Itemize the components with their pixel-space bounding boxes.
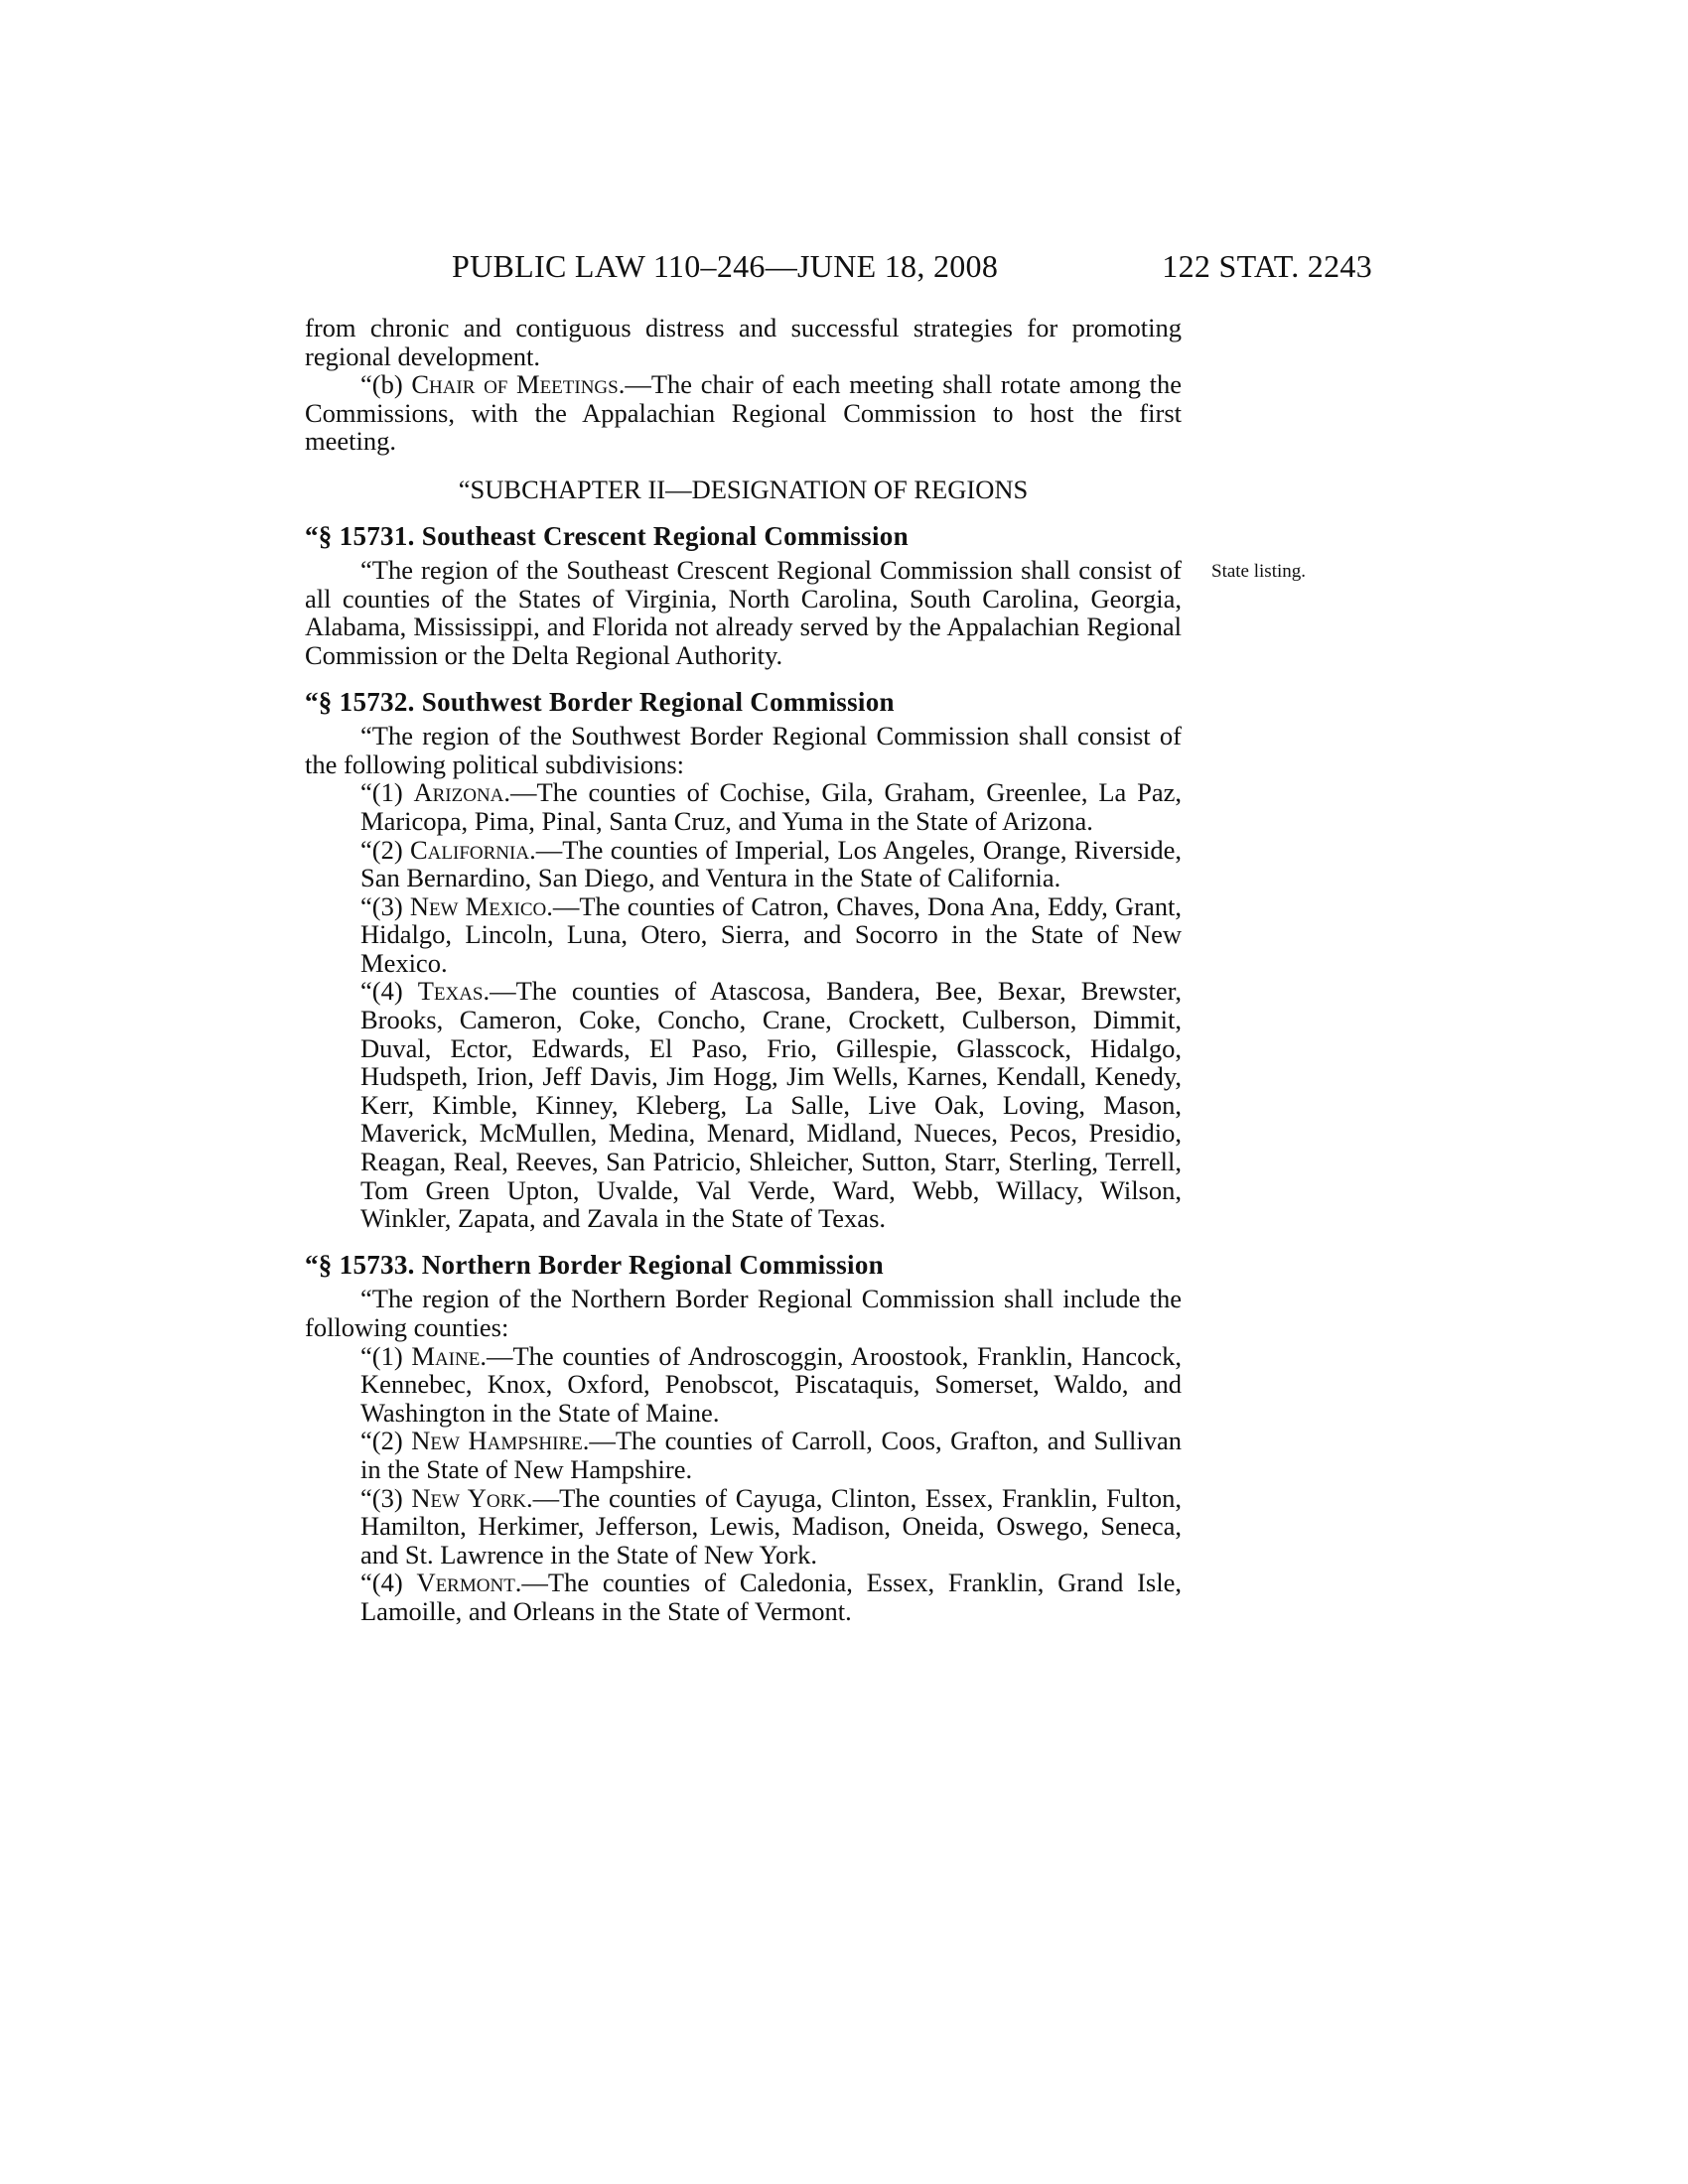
item-prefix: “(1) bbox=[360, 1340, 412, 1371]
running-header-title: PUBLIC LAW 110–246—JUNE 18, 2008 bbox=[452, 248, 999, 284]
item-prefix: “(3) bbox=[360, 890, 410, 921]
item-prefix: “(3) bbox=[360, 1482, 412, 1513]
section-15732-item-new-mexico bbox=[305, 892, 1182, 978]
running-header-stat-page: 122 STAT. 2243 bbox=[1162, 248, 1372, 284]
section-15732-heading: “§ 15732. Southwest Border Regional Commission bbox=[305, 686, 895, 717]
item-prefix: “(4) bbox=[360, 1568, 417, 1598]
section-15733-item-vermont bbox=[305, 1569, 1182, 1625]
item-state: New Hampshire bbox=[411, 1426, 583, 1456]
item-state: New Mexico bbox=[409, 890, 547, 921]
section-15733-item-new-york bbox=[305, 1484, 1182, 1570]
item-state: Vermont bbox=[416, 1568, 515, 1598]
margin-note: State listing. bbox=[1211, 561, 1306, 582]
section-15732-intro: “The region of the Southwest Border Regional Commission shall consist of the following political subdivisions: bbox=[305, 721, 1182, 779]
subsection-b bbox=[305, 370, 1182, 456]
item-text: .—The counties of Atascosa, Bandera, Bee, Bexar, Brewster, Brooks, Cameron, Coke, Concho, Crane, Crockett, Culberson, Dimmit, Duval, Ector, Edwards, El Paso, Frio, Gillespie, Glasscock, Hidalgo, Hudspeth, Irion, Jeff Davis, Jim Hogg, Jim Wells, Karnes, Kendall, Kenedy, Kerr, Kimble, Kinney, Kleberg, La Salle, Live Oak, Loving, Mason, Maverick, McMullen, Medina, Menard, Midland, Nueces, Pecos, Presidio, Reagan, Real, Reeves, San Patricio, Shleicher, Sutton, Starr, Sterling, Terrell, Tom Green Upton, Uvalde, Val Verde, Ward, Webb, Willacy, Wilson, Winkler, Zapata, and Zavala in the State of Texas. bbox=[360, 976, 1182, 1234]
item-prefix: “(2) bbox=[360, 834, 410, 865]
item-text: .—The counties of Androscoggin, Aroostook, Franklin, Hancock, Kennebec, Knox, Oxford, Penobscot, Piscataquis, Somerset, Waldo, and Washington in the State of Maine. bbox=[360, 1340, 1182, 1428]
section-15731-text: “The region of the Southeast Crescent Regional Commission shall consist of all counties of the States of Virginia, North Carolina, South Carolina, Georgia, Alabama, Mississippi, and Florida not already served by the Appalachian Regional Commission or the Delta Regional Authority. bbox=[305, 555, 1182, 670]
section-15731-heading: “§ 15731. Southeast Crescent Regional Commission bbox=[305, 520, 909, 551]
body-text bbox=[305, 314, 1182, 1626]
item-state: New York bbox=[411, 1482, 526, 1513]
item-prefix: “(1) bbox=[360, 777, 414, 808]
item-text: .—The counties of Cayuga, Clinton, Essex, Franklin, Fulton, Hamilton, Herkimer, Jefferson, Lewis, Madison, Oneida, Oswego, Seneca, and St. Lawrence in the State of New York. bbox=[360, 1482, 1182, 1570]
section-15733-item-new-hampshire bbox=[305, 1427, 1182, 1483]
item-state: Maine bbox=[411, 1340, 481, 1371]
subchapter-heading: “SUBCHAPTER II—DESIGNATION OF REGIONS bbox=[458, 474, 1029, 504]
item-prefix: “(2) bbox=[360, 1426, 412, 1456]
item-state: Texas bbox=[417, 976, 484, 1007]
section-15733-intro: “The region of the Northern Border Regional Commission shall include the following counties: bbox=[305, 1284, 1182, 1342]
subsection-b-text: .—The chair of each meeting shall rotate among the Commissions, with the Appalachian Regional Commission to host the first meeting. bbox=[305, 369, 1183, 457]
subsection-b-prefix: “(b) bbox=[360, 369, 412, 400]
section-15733-heading: “§ 15733. Northern Border Regional Commission bbox=[305, 1249, 884, 1280]
section-15732-item-california bbox=[305, 836, 1182, 892]
item-text: .—The counties of Caledonia, Essex, Franklin, Grand Isle, Lamoille, and Orleans in the State of Vermont. bbox=[360, 1568, 1182, 1626]
item-prefix: “(4) bbox=[360, 976, 418, 1007]
item-text: .—The counties of Carroll, Coos, Grafton, and Sullivan in the State of New Hampshire. bbox=[360, 1426, 1182, 1484]
section-15732-item-texas bbox=[305, 977, 1182, 1232]
section-15733-item-maine bbox=[305, 1342, 1182, 1428]
item-state: Arizona bbox=[413, 777, 504, 808]
subsection-b-heading: Chair of Meetings bbox=[411, 369, 619, 400]
section-15732-item-arizona bbox=[305, 778, 1182, 835]
item-text: .—The counties of Imperial, Los Angeles, Orange, Riverside, San Bernardino, San Diego, and Ventura in the State of California. bbox=[360, 834, 1182, 893]
item-text: .—The counties of Cochise, Gila, Graham, Greenlee, La Paz, Maricopa, Pima, Pinal, Santa Cruz, and Yuma in the State of Arizona. bbox=[360, 777, 1182, 836]
item-text: .—The counties of Catron, Chaves, Dona Ana, Eddy, Grant, Hidalgo, Lincoln, Luna, Otero, Sierra, and Socorro in the State of New Mexico. bbox=[360, 890, 1182, 978]
continuation-paragraph: from chronic and contiguous distress and successful strategies for promoting regional development. bbox=[305, 313, 1182, 371]
item-state: California bbox=[410, 834, 530, 865]
